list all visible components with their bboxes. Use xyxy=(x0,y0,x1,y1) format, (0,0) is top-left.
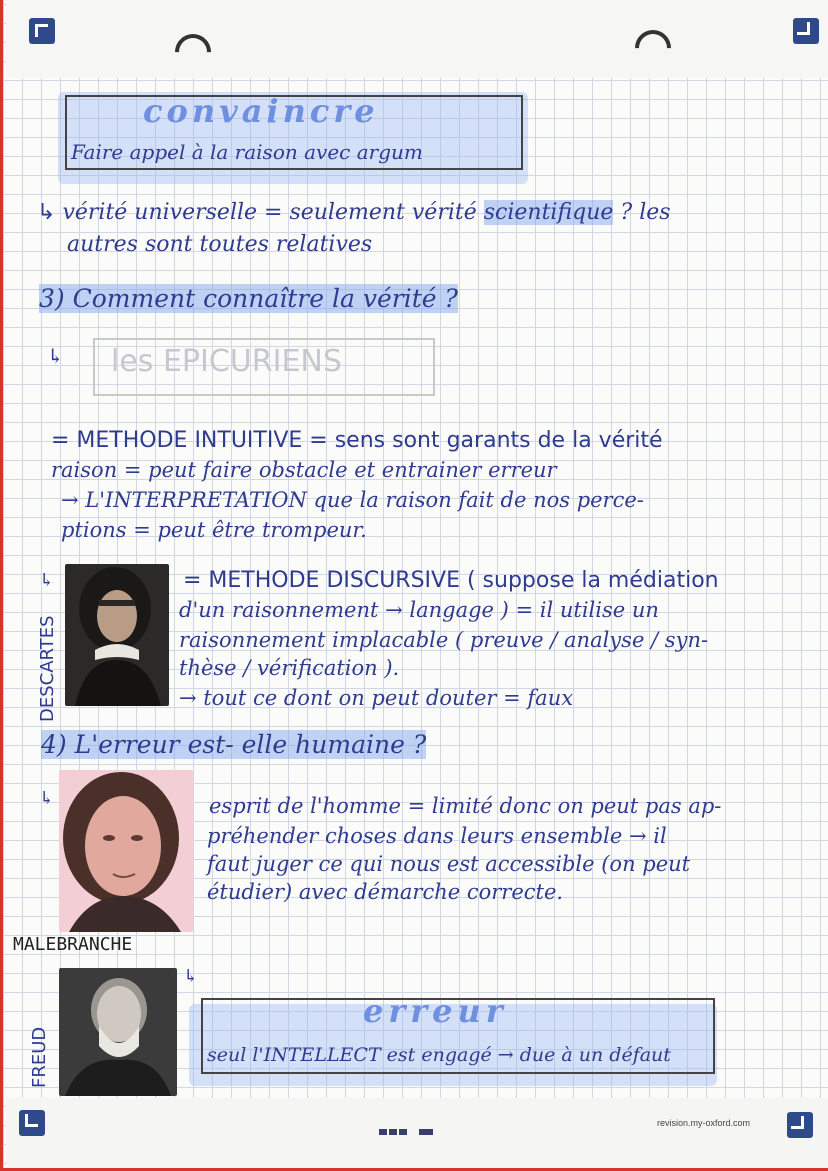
arrow-icon: ↳ xyxy=(47,344,64,368)
erreur-text: seul l'INTELLECT est engagé → due à un défaut xyxy=(207,1044,671,1066)
section-4-text: 4) L'erreur est- elle humaine ? xyxy=(41,730,427,759)
discursive-line-2: d'un raisonnement → langage ) = il utilise un xyxy=(179,598,659,622)
freud-portrait xyxy=(59,968,177,1096)
truth-highlight: scientifique xyxy=(483,200,614,225)
descartes-portrait xyxy=(65,564,169,706)
discursive-line-1: = METHODE DISCURSIVE ( suppose la médiation xyxy=(183,568,719,593)
malebranche-line-3: faut juger ce qui nous est accessible (on peut xyxy=(207,852,691,876)
erreur-heading: erreur xyxy=(363,992,508,1030)
universal-truth-line xyxy=(37,200,671,225)
malebranche-line-2: préhender choses dans leurs ensemble → il xyxy=(207,824,667,848)
footer-url: revision.my-oxford.com xyxy=(656,1118,750,1128)
arrow-icon: ↳ xyxy=(37,200,63,225)
title-subtitle: Faire appel à la raison avec argum xyxy=(71,140,423,164)
corner-mark-top-right-icon xyxy=(793,18,819,44)
intuitive-line-3: → L'INTERPRETATION que la raison fait de nos perce- xyxy=(61,488,644,512)
epicuriens-label: les EPICURIENS xyxy=(111,344,342,379)
descartes-caption: DESCARTES xyxy=(37,615,58,722)
arrow-icon: ↳ xyxy=(39,570,55,591)
intuitive-line-2: raison = peut faire obstacle et entrainer erreur xyxy=(51,458,557,482)
discursive-line-5: → tout ce dont on peut douter = faux xyxy=(179,686,574,710)
corner-mark-top-left-icon xyxy=(29,18,55,44)
malebranche-caption: MALEBRANCHE xyxy=(13,934,133,955)
intuitive-line-1: = METHODE INTUITIVE = sens sont garants de la vérité xyxy=(51,428,663,453)
malebranche-line-4: étudier) avec démarche correcte. xyxy=(207,880,564,904)
discursive-line-4: thèse / vérification ). xyxy=(179,656,400,680)
corner-mark-bottom-right-icon xyxy=(787,1112,813,1138)
freud-caption: FREUD xyxy=(29,1026,50,1088)
truth-text-b: ? les xyxy=(613,200,671,225)
intuitive-line-4: ptions = peut être trompeur. xyxy=(61,518,367,542)
malebranche-portrait xyxy=(59,770,193,932)
relative-truths-line: autres sont toutes relatives xyxy=(67,232,373,257)
discursive-line-3: raisonnement implacable ( preuve / analyse / syn- xyxy=(179,628,709,652)
malebranche-line-1: esprit de l'homme = limité donc on peut pas ap- xyxy=(209,794,722,818)
top-margin xyxy=(6,0,828,78)
corner-mark-bottom-left-icon xyxy=(19,1110,45,1136)
section-3-text: 3) Comment connaître la vérité ? xyxy=(39,284,458,313)
truth-text-a: vérité universelle = seulement vérité xyxy=(62,200,484,225)
footer-dots-icon xyxy=(379,1120,435,1139)
arrow-icon: ↳ xyxy=(183,966,199,987)
section-4-heading xyxy=(41,730,426,759)
arrow-icon: ↳ xyxy=(39,788,55,809)
section-3-heading xyxy=(39,284,458,313)
title-heading: convaincre xyxy=(143,92,379,130)
